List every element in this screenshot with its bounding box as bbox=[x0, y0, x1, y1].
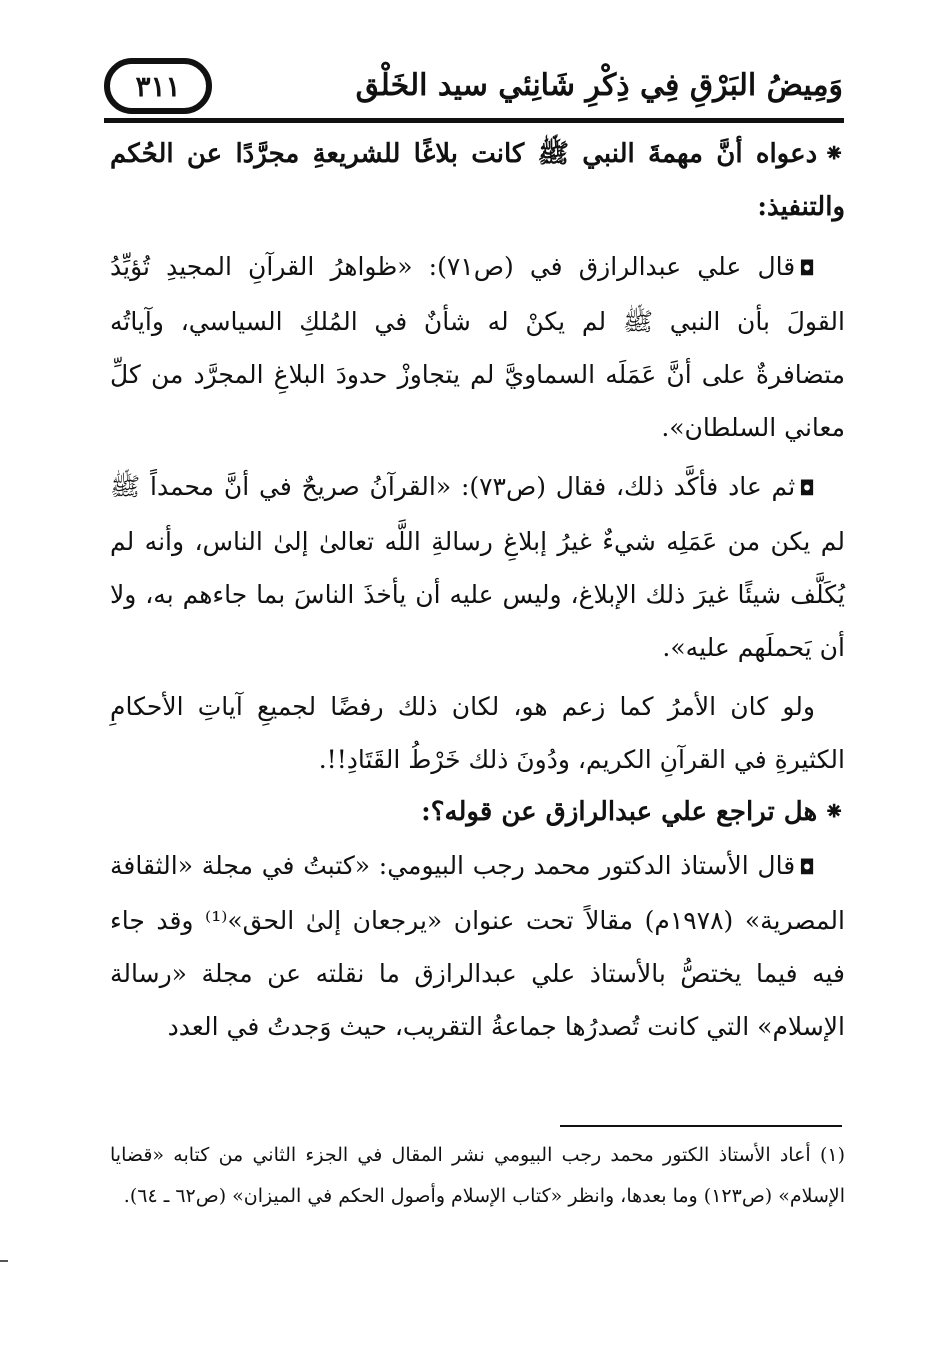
box-bullet-icon: ◘ bbox=[799, 256, 815, 280]
footnote-1: (١) أعاد الأستاذ الكتور محمد رجب البيومي نشر المقال في الجزء الثاني من كتابه «قضايا الإسلام» (ص١٢٣) وما بعدها، وانظر «كتاب الإسلام وأصول الحكم في الميزان» (ص٦٢ ـ ٦٤). bbox=[110, 1144, 845, 1207]
running-header-title: وَمِيضُ البَرْقِ فِي ذِكْرِ شَانِئي سيد الخَلْق bbox=[355, 68, 843, 103]
paragraph-2 bbox=[110, 460, 845, 674]
footnotes bbox=[110, 1135, 845, 1217]
page-number-badge bbox=[104, 58, 212, 114]
paragraph-4 bbox=[110, 839, 845, 1053]
paragraph-4-text: قال الأستاذ الدكتور محمد رجب البيومي: «كتبتُ في مجلة «الثقافة المصرية» (١٩٧٨م) مقالاً تحت عنوان «يرجعان إلىٰ الحق»⁽¹⁾ وقد جاء فيه فيما يختصُّ بالأستاذ علي عبدالرازق ما نقلته عن مجلة «رسالة الإسلام» التي كانت تُصدرُها جماعةُ التقريب، حيث وَجدتُ في العدد bbox=[110, 851, 845, 1041]
header-rule bbox=[104, 118, 844, 123]
section-heading-2-text: هل تراجع علي عبدالرازق عن قوله؟: bbox=[421, 797, 818, 827]
page-number: ٣١١ bbox=[135, 69, 181, 103]
paragraph-2-text: ثم عاد فأكَّد ذلك، فقال (ص٧٣): «القرآنُ صريحٌ في أنَّ محمداً ﷺ لم يكن من عَمَلِه شيءٌ غيرُ إبلاغِ رسالةِ اللَّه تعالىٰ إلىٰ الناس، وأنه لم يُكَلَّف شيئًا غيرَ ذلك الإبلاغ، وليس عليه أن يأخذَ الناسَ بما جاءهم به، ولا أن يَحملَهم عليه». bbox=[110, 472, 845, 662]
paragraph-3: ولو كان الأمرُ كما زعم هو، لكان ذلك رفضًا لجميعِ آياتِ الأحكامِ الكثيرةِ في القرآنِ الكريم، ودُونَ ذلك خَرْطُ القَتَادِ!!. bbox=[110, 692, 845, 774]
paragraph-1 bbox=[110, 240, 845, 454]
box-bullet-icon: ◘ bbox=[799, 476, 815, 500]
section-heading-1-text: دعواه أنَّ مهمةَ النبي ﷺ كانت بلاغًا للشريعةِ مجرَّدًا عن الحُكم والتنفيذ: bbox=[110, 139, 845, 222]
section-heading-1 bbox=[110, 128, 845, 234]
main-text bbox=[110, 128, 845, 1053]
asterisk-icon: ⁕ bbox=[823, 797, 845, 827]
asterisk-icon: ⁕ bbox=[823, 139, 845, 169]
footnote-rule bbox=[560, 1125, 842, 1127]
section-heading-2 bbox=[110, 786, 845, 839]
paragraph-1-text: قال علي عبدالرازق في (ص٧١): «ظواهرُ القرآنِ المجيدِ تُؤيِّدُ القولَ بأن النبي ﷺ لم يكنْ له شأنٌ في المُلكِ السياسي، وآياتُه متضافرةٌ على أنَّ عَمَلَه السماويَّ لم يتجاوزْ حدودَ البلاغِ المجرَّد من كلِّ معاني السلطان». bbox=[110, 252, 845, 442]
box-bullet-icon: ◘ bbox=[799, 855, 815, 879]
scan-mark bbox=[0, 1260, 8, 1262]
